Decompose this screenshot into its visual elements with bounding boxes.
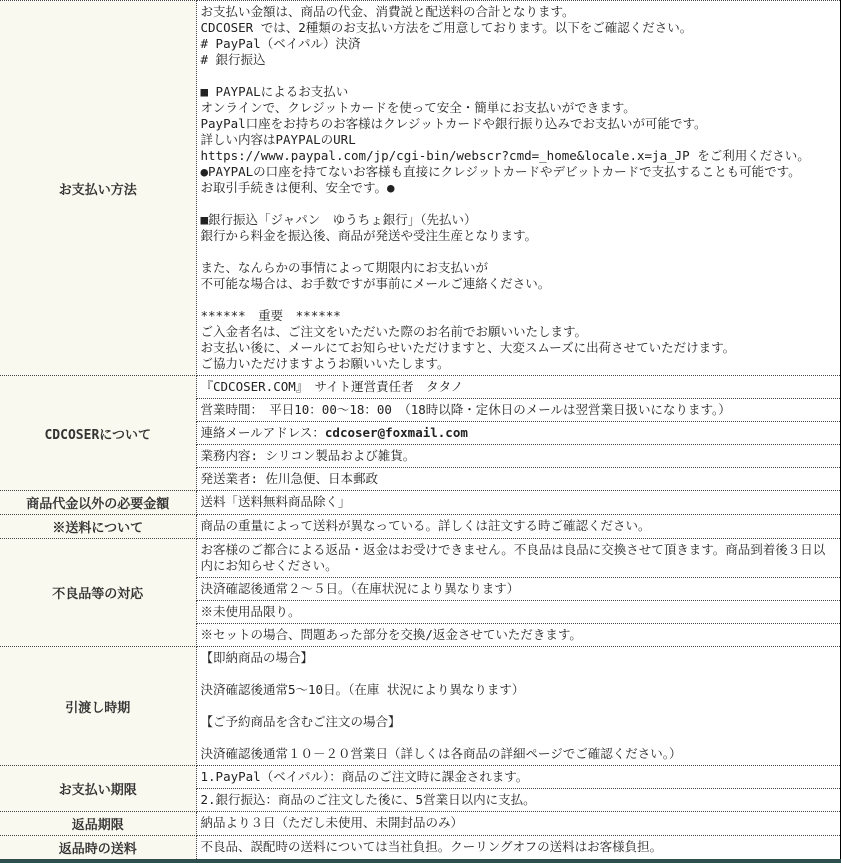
text-line (201, 682, 837, 698)
row-label-delivery-time: 引渡し時期 (0, 647, 196, 766)
row-content-about-cdcoser (196, 468, 841, 491)
text-line (201, 212, 837, 228)
table-row (0, 376, 841, 399)
text-line-content: ※セットの場合、問題あった部分を交換/返金させていただきます。 (200, 627, 582, 642)
text-line-content: ご入金者名は、ご注文をいただいた際のお名前でお願いいたします。 (200, 324, 588, 339)
text-line (201, 4, 837, 20)
text-line-content: お取引手続きは便利、安全です。● (200, 180, 395, 195)
text-line (201, 36, 837, 52)
text-line-content: 詳しい内容はPAYPALのURL (200, 132, 356, 147)
text-line (201, 448, 837, 464)
text-line-content: 連絡メールアドレス： (200, 425, 325, 440)
text-line (201, 494, 837, 510)
row-label-payment-method: お支払い方法 (0, 1, 196, 376)
text-line-content: 【即納商品の場合】 (200, 650, 314, 665)
text-line-content: 営業時間： 平日10：00～18：00 （18時以降・定休日のメールは翌営業日扱いになります。） (200, 402, 731, 417)
text-line (201, 68, 837, 84)
email-address: cdcoser@foxmail.com (324, 425, 468, 440)
text-line (201, 518, 837, 534)
text-line-content: 不可能な場合は、お手数ですが事前にメールご連絡ください。 (200, 276, 551, 291)
row-content-return-shipping (196, 836, 841, 862)
row-content-defective-items (196, 578, 841, 601)
text-line (201, 148, 837, 164)
text-line-content: ■銀行振込「ジャパン ゆうちょ銀行」（先払い） (200, 212, 477, 227)
text-line (201, 815, 837, 831)
table-row (0, 812, 841, 836)
text-line (201, 769, 837, 785)
table-row (0, 766, 841, 789)
text-line (201, 471, 837, 487)
text-line (201, 839, 837, 855)
text-line-content: # PayPal（ベイパル）決済 (200, 36, 361, 51)
text-line-content: ●PAYPALの口座を持てないお客様も直接にクレジットカードやデビットカードで支払することも可能です。 (200, 164, 801, 179)
text-line (201, 132, 837, 148)
text-line-content: ■ PAYPALによるお支払い (200, 84, 349, 99)
text-line-content: ※未使用品限り。 (200, 604, 301, 619)
text-line (201, 792, 837, 808)
text-line-content: # 銀行振込 (200, 52, 266, 67)
text-line (201, 402, 837, 418)
row-content-defective-items (196, 601, 841, 624)
text-line (201, 379, 837, 395)
text-line-content: お支払い金額は、商品の代金、消費説と配送料の合計となります。 (200, 4, 575, 19)
text-line (201, 292, 837, 308)
row-content-delivery-time (196, 647, 841, 766)
text-line (201, 116, 837, 132)
text-line-content: 納品より３日（ただし未使用、未開封品のみ） (200, 815, 464, 830)
text-line (201, 698, 837, 714)
text-line (201, 581, 837, 597)
text-line (201, 627, 837, 643)
table-row (0, 647, 841, 766)
text-line-content: 決済確認後通常5～10日。（在庫 状況により異なります） (200, 682, 525, 697)
text-line-content: 業務内容: シリコン製品および雑貨。 (200, 448, 416, 463)
row-label-return-deadline: 返品期限 (0, 812, 196, 836)
text-line-content: 送料「送料無料商品除く」 (200, 494, 351, 509)
row-label-return-shipping: 返品時の送料 (0, 836, 196, 862)
text-line-content: 決済確認後通常２～５日。（在庫状況により異なります） (200, 581, 520, 596)
row-content-about-cdcoser (196, 445, 841, 468)
text-line-content: 【ご予約商品を含むご注文の場合】 (200, 714, 401, 729)
table-row (0, 539, 841, 578)
text-line (201, 714, 837, 730)
text-line (201, 164, 837, 180)
text-line-content: お支払い後に、メールにてお知らせいただけますと、大変スムーズに出荷させていただけます。 (200, 340, 736, 355)
text-line-content: https://www.paypal.com/jp/cgi-bin/webscr?cmd=_home&locale.x=ja_JP をご利用ください。 (200, 148, 810, 163)
table-row (0, 836, 841, 862)
text-line (201, 324, 837, 340)
row-label-shipping-fee: ※送料について (0, 515, 196, 539)
text-line (201, 425, 837, 441)
row-content-payment-method (196, 1, 841, 376)
text-line-content: ****** 重要 ****** (200, 308, 341, 323)
text-line-content: 発送業者: 佐川急便、日本郵政 (200, 471, 379, 486)
table-row (0, 1, 841, 376)
text-line (201, 276, 837, 292)
text-line (201, 542, 837, 574)
text-line (201, 228, 837, 244)
text-line-content: 1.PayPal（ベイパル）：商品のご注文時に課金されます。 (200, 769, 529, 784)
text-line-content: オンラインで、クレジットカードを使って安全・簡単にお支払いができます。 (200, 100, 636, 115)
text-line (201, 52, 837, 68)
text-line (201, 604, 837, 620)
text-line (201, 746, 837, 762)
row-content-defective-items (196, 539, 841, 578)
text-line (201, 100, 837, 116)
row-content-about-cdcoser (196, 422, 841, 445)
row-content-payment-deadline (196, 766, 841, 789)
text-line (201, 84, 837, 100)
text-line-content: PayPal口座をお持ちのお客様はクレジットカードや銀行振り込みでお支払いが可能です。 (200, 116, 707, 131)
text-line-content: また、なんらかの事情によって期限内にお支払いが (200, 260, 489, 275)
text-line-content: 不良品、誤配時の送料については当社負担。クーリングオフの送料はお客様負担。 (200, 839, 663, 854)
row-label-defective-items: 不良品等の対応 (0, 539, 196, 647)
text-line-content: 商品の重量によって送料が異なっている。詳しくは註文する時ご確認ください。 (200, 518, 651, 533)
text-line-content: CDCOSER では、2種類のお支払い方法をご用意しております。以下をご確認ください。 (200, 20, 693, 35)
row-content-about-cdcoser (196, 376, 841, 399)
row-content-payment-deadline (196, 789, 841, 812)
row-label-about-cdcoser: CDCOSERについて (0, 376, 196, 491)
row-content-about-cdcoser (196, 399, 841, 422)
text-line (201, 196, 837, 212)
text-line (201, 356, 837, 372)
text-line-content: ご協力いただけますようお願いいたします。 (200, 356, 450, 371)
text-line-content: お客様のご都合による返品・返金はお受けできません。不良品は良品に交換させて頂きます。商品到着後３日以内にお知らせください。 (200, 542, 826, 573)
text-line-content: 『CDCOSER.COM』 サイト運営責任者 タタノ (200, 379, 464, 394)
text-line (201, 308, 837, 324)
table-row (0, 515, 841, 539)
table-row (0, 491, 841, 515)
row-content-shipping-fee (196, 515, 841, 539)
row-label-payment-deadline: お支払い期限 (0, 766, 196, 812)
text-line (201, 730, 837, 746)
text-line (201, 340, 837, 356)
row-label-extra-charges: 商品代金以外の必要金額 (0, 491, 196, 515)
row-content-return-deadline (196, 812, 841, 836)
text-line-content: 銀行から料金を振込後、商品が発送や受注生産となります。 (200, 228, 538, 243)
row-content-defective-items (196, 624, 841, 647)
text-line-content: 決済確認後通常１０－２０営業日（詳しくは各商品の詳細ページでご確認ください。） (200, 746, 682, 761)
text-line (201, 20, 837, 36)
text-line (201, 260, 837, 276)
row-content-extra-charges (196, 491, 841, 515)
text-line (201, 180, 837, 196)
text-line (201, 666, 837, 682)
text-line (201, 650, 837, 666)
text-line (201, 244, 837, 260)
text-line-content: 2.銀行振込：商品のご注文した後に、5営業日以内に支払。 (200, 792, 536, 807)
